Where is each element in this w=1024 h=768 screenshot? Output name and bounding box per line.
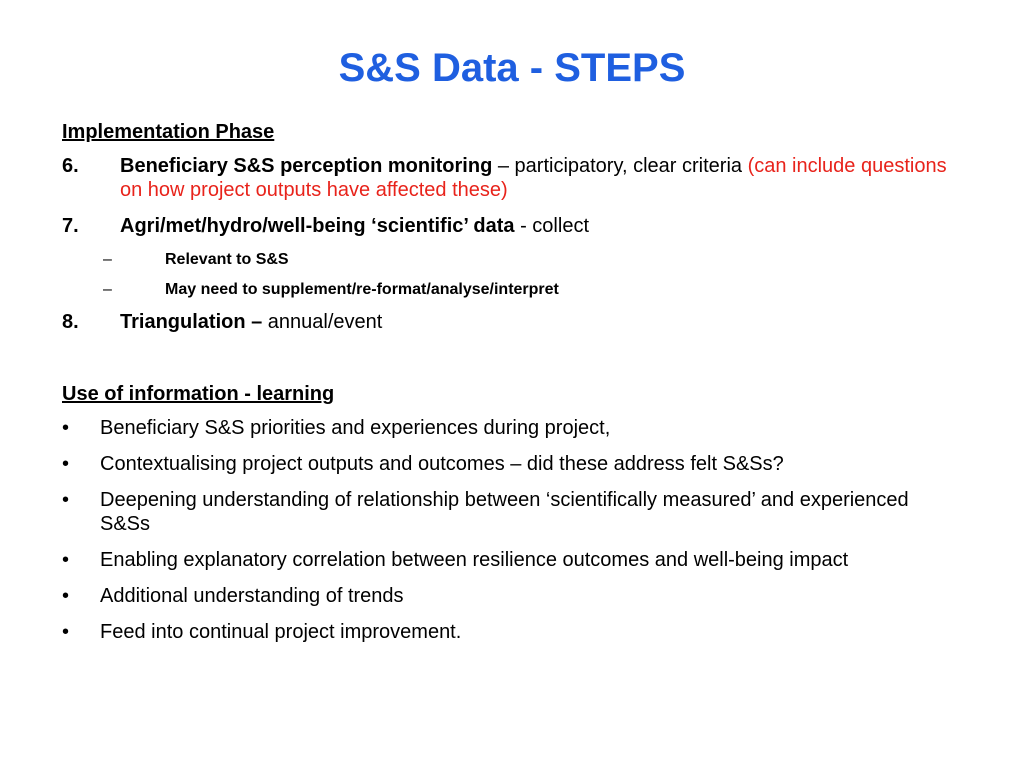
item-bold-text: Triangulation – <box>120 311 263 333</box>
numbered-item-7 <box>62 214 962 238</box>
bullet-text: Enabling explanatory correlation between resilience outcomes and well-being impact <box>100 549 849 571</box>
bullet-text: Beneficiary S&S priorities and experiences during project, <box>100 417 611 439</box>
item-number: 6. <box>62 155 79 177</box>
dash-marker: – <box>103 281 112 298</box>
bullet-text: Deepening understanding of relationship between ‘scientifically measured’ and experienced S&Ss <box>100 489 909 535</box>
implementation-heading: Implementation Phase <box>62 121 275 143</box>
bullet-text: Feed into continual project improvement. <box>100 621 462 643</box>
bullet-text: Contextualising project outputs and outcomes – did these address felt S&Ss? <box>100 453 784 475</box>
sub-item <box>62 250 962 270</box>
bullet-item <box>62 620 962 644</box>
bullet-marker: • <box>62 453 70 475</box>
slide-content <box>62 120 962 656</box>
item-bold-text: Agri/met/hydro/well-being ‘scientific’ data <box>120 215 515 237</box>
bullet-item <box>62 488 962 536</box>
spacer <box>62 346 962 382</box>
bullet-item <box>62 416 962 440</box>
item-text: – participatory, clear criteria <box>492 155 748 177</box>
item-text: - collect <box>514 215 589 237</box>
sub-item <box>62 280 962 300</box>
bullet-text: Additional understanding of trends <box>100 585 404 607</box>
item-note: (can include questions on how project outputs have affected these) <box>120 155 947 201</box>
bullet-marker: • <box>62 489 70 511</box>
numbered-item-6 <box>62 154 962 202</box>
numbered-item-8 <box>62 310 962 334</box>
bullet-item <box>62 548 962 572</box>
bullet-marker: • <box>62 585 70 607</box>
bullet-marker: • <box>62 549 70 571</box>
sub-item-text: May need to supplement/re-format/analyse/interpret <box>165 281 559 298</box>
item-bold-text: Beneficiary S&S perception monitoring <box>120 155 493 177</box>
item-number: 8. <box>62 311 79 333</box>
sub-item-text: Relevant to S&S <box>165 251 289 268</box>
bullet-marker: • <box>62 621 70 643</box>
bullet-item <box>62 584 962 608</box>
dash-marker: – <box>103 251 112 268</box>
use-heading: Use of information - learning <box>62 383 335 405</box>
item-number: 7. <box>62 215 79 237</box>
bullet-item <box>62 452 962 476</box>
bullet-marker: • <box>62 417 70 439</box>
item-text: annual/event <box>262 311 383 333</box>
slide-title: S&S Data - STEPS <box>338 46 686 90</box>
